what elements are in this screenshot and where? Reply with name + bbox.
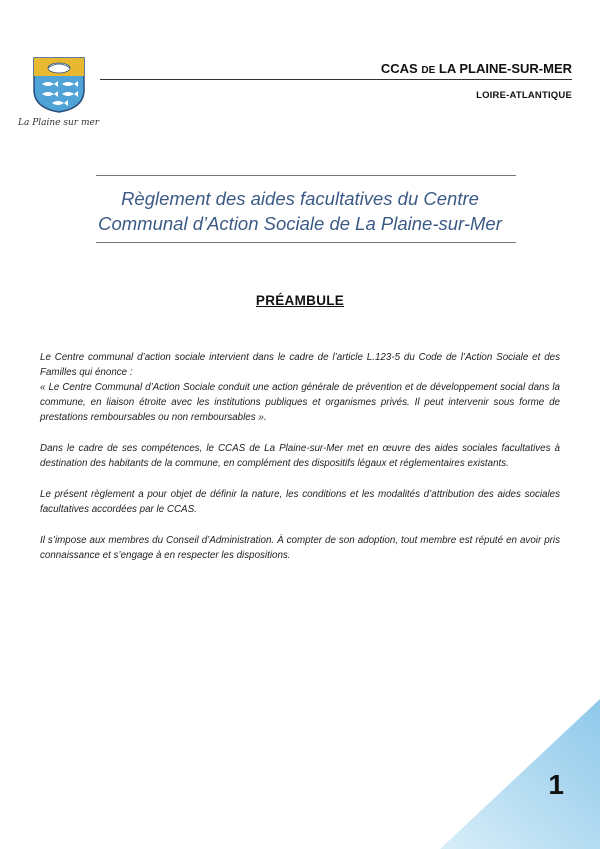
title-divider-bottom — [96, 242, 516, 243]
title-line-2: Communal d’Action Sociale de La Plaine-sur-Mer — [98, 213, 502, 234]
org-commune: LA PLAINE-SUR-MER — [438, 61, 572, 76]
preamble-heading-text: PRÉAMBULE — [255, 293, 345, 308]
preamble-paragraph: « Le Centre Communal d’Action Sociale conduit une action générale de prévention et de développement social dans la commune, en liaison étroite avec les institutions publiques et organismes privés. Il peut intervenir sous forme de prestations remboursables ou non remboursables ». — [40, 382, 560, 423]
page-number: 1 — [548, 769, 564, 800]
preamble-body — [40, 350, 560, 579]
preamble-paragraph: Il s’impose aux membres du Conseil d’Administration. À compter de son adoption, tout membre est réputé en avoir pris connaissance et s’engage à en respecter les dispositions. — [40, 535, 560, 561]
title-line-1: Règlement des aides facultatives du Centre — [121, 188, 479, 209]
preamble-paragraph: Le présent règlement a pour objet de définir la nature, les conditions et les modalités d’attribution des aides sociales facultatives accordées par le CCAS. — [40, 489, 560, 515]
corner-triangle-decoration — [440, 699, 600, 849]
title-divider-top — [96, 175, 516, 176]
organization-name — [381, 61, 572, 76]
org-connector: DE — [421, 65, 436, 76]
document-title — [60, 186, 540, 236]
org-prefix: CCAS — [380, 61, 418, 76]
preamble-paragraph: Dans le cadre de ses compétences, le CCAS de La Plaine-sur-Mer met en œuvre des aides sociales facultatives à destination des habitants de la commune, en complément des dispositifs légaux et réglementaires existants. — [40, 443, 560, 469]
logo-caption: La Plaine sur mer — [18, 118, 100, 128]
region-name: LOIRE-ATLANTIQUE — [476, 90, 572, 101]
preamble-heading — [0, 292, 600, 310]
commune-crest-logo — [28, 56, 90, 114]
header-divider — [100, 79, 572, 80]
preamble-paragraph: Le Centre communal d’action sociale intervient dans le cadre de l’article L.123-5 du Code de l’Action Sociale et des Familles qui énonce : — [40, 352, 560, 378]
